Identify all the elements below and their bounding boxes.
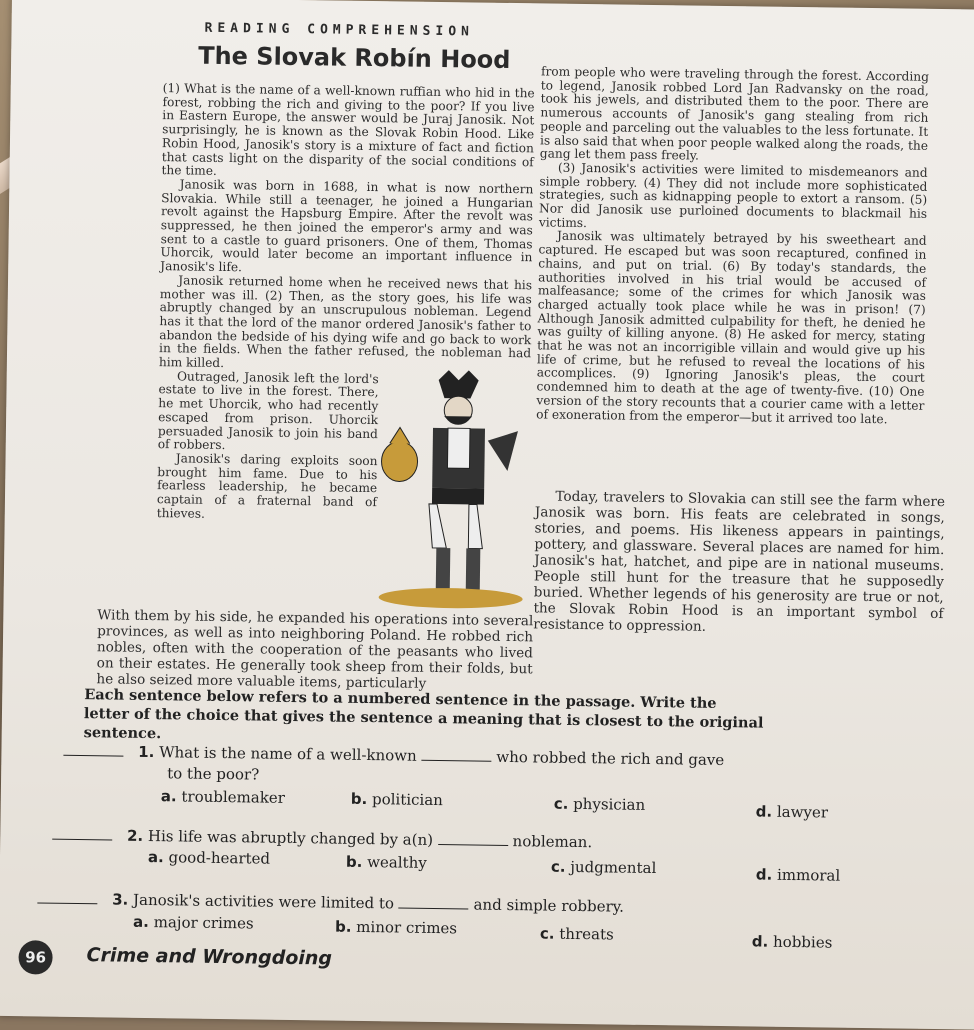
exercise-instructions: Each sentence below refers to a numbered sentence in the passage. Write the letter of the choice that gives the sentence a meaning that is closest to the original sentence. [83,686,764,743]
choice-3a: a. major crimes [132,912,254,933]
question-1-line2: to the poor? [167,764,260,784]
choice-3d: d. hobbies [751,932,833,952]
passage-paragraph: Janosik was ultimately betrayed by his sweetheart and captured. He escaped but was soon recaptured, confined in chains, and put on trial. (6) By today's standards, the authorities involved in his trial would be accused of malfeasance; some of the crimes for which Janosik was charged actually took place while he was in prison! (7) Although Janosik admitted culpability for theft, he denied he was guilty of killing anyone. (8) He asked for mercy, stating that he was not an incorrigible villain and would give up his life of crime, but he refused to reveal the locations of his accomplices. (9) Ignoring Janosik's pleas, the court condemned him to death at the age of twenty-five. (10) One version of the story recounts that a courier came with a letter of exoneration from the emperor—but it arrived too late. [536,229,927,426]
question-gap [399,907,469,909]
passage-paragraph: Janosik's daring exploits soon brought him fame. Due to his fearless leadership, he became captain of a fraternal band of thieves. [156,451,378,521]
passage-paragraph: Outraged, Janosik left the lord's estate to live in the forest. There, he met Uhorcik, who had recently escaped from prison. Uhorcik persuaded Janosik to join his band of robbers. [157,369,379,453]
choice-3b: b. minor crimes [334,917,458,938]
choice-2d: d. immoral [755,865,841,885]
passage-right-column [536,65,929,427]
passage-paragraph: (3) Janosik's activities were limited to misdemeanors and simple robbery. (4) They did not include more sophisticated strategies, such as kidnapping people to extort a ransom. (5) Nor did Janosik use purloined documents to blackmail his victims. [538,160,928,230]
choice-2a: a. good-hearted [147,847,271,868]
choice-2c: c. judgmental [550,857,657,878]
answer-blank[interactable] [52,839,112,841]
page-title: The Slovak Robín Hood [197,41,511,74]
passage-paragraph: (1) What is the name of a well-known ruffian who hid in the forest, robbing the rich and giving to the poor? If you live in Eastern Europe, the answer would be Juraj Janosik. Not surprisingly, he is known as the Slovak Robin Hood. Like Robin Hood, Janosik's story is a mixture of fact and fiction that casts light on the disparity of the social conditions of the time. [161,81,535,179]
passage-paragraph: Janosik returned home when he received news that his mother was ill. (2) Then, as the story goes, his life was abruptly changed by an unscrupulous nobleman. Legend has it that the lord of the manor ordered Janosik's father to abandon the bedside of his dying wife and go back to work in the fields. When the father refused, the nobleman had him killed. [158,273,533,371]
question-gap [421,760,491,762]
question-1: 1. What is the name of a well-known who robbed the rich and gave [63,742,724,769]
passage-bottom-left: With them by his side, he expanded his operations into several provinces, as well as into neighboring Poland. He robbed rich nobles, often with the cooperation of the peasants who lived on their estates. He generally took sheep from their folds, but he also seized more valuable items, particularly [96,607,534,692]
answer-blank[interactable] [63,755,123,757]
choice-1b: b. politician [350,789,444,810]
section-label: READING COMPREHENSION [204,20,475,40]
passage-bottom-right: Today, travelers to Slovakia can still see the farm where Janosik was born. His feats are celebrated in songs, stories, and poems. His likeness appears in paintings, pottery, and glassware. Several places are named for him. Janosik's hat, hatchet, and pipe are in national museums. People still hunt for the treasure that he supposedly buried. Whether legends of his generosity are true or not, the Slovak Robin Hood is an important symbol of resistance to oppression. [533,488,946,635]
choice-1d: d. lawyer [755,802,829,822]
choice-2b: b. wealthy [345,852,427,872]
choice-1c: c. physician [553,794,646,814]
choice-1a: a. troublemaker [160,787,286,807]
answer-blank[interactable] [37,902,97,904]
chapter-title: Crime and Wrongdoing [86,944,333,970]
passage-paragraph: Janosik was born in 1688, in what is now northern Slovakia. While still a teenager, he joined a Hungarian revolt against the Hapsburg Empire. After the revolt was suppressed, he then joined the emperor's army and was sent to a castle to guard prisoners. One of them, Thomas Uhorcik, would later become an important influence in Janosik's life. [160,177,534,275]
janosik-illustration [375,369,528,611]
page-number-badge: 96 [18,940,52,974]
choice-3c: c. threats [539,924,614,944]
passage-paragraph: from people who were traveling through the forest. According to legend, Janosik robbed Lord Jan Radvansky on the road, took his jewels, and distributed them to the poor. There are numerous accounts of Janosik's gang stealing from rich people and parceling out the valuables to the less fortunate. It is also said that when poor people walked along the roads, the gang let them pass freely. [539,64,930,163]
question-2: 2. His life was abruptly changed by a(n) nobleman. [52,826,592,852]
question-3: 3. Janosik's activities were limited to and simple robbery. [37,889,624,915]
question-gap [438,844,508,846]
